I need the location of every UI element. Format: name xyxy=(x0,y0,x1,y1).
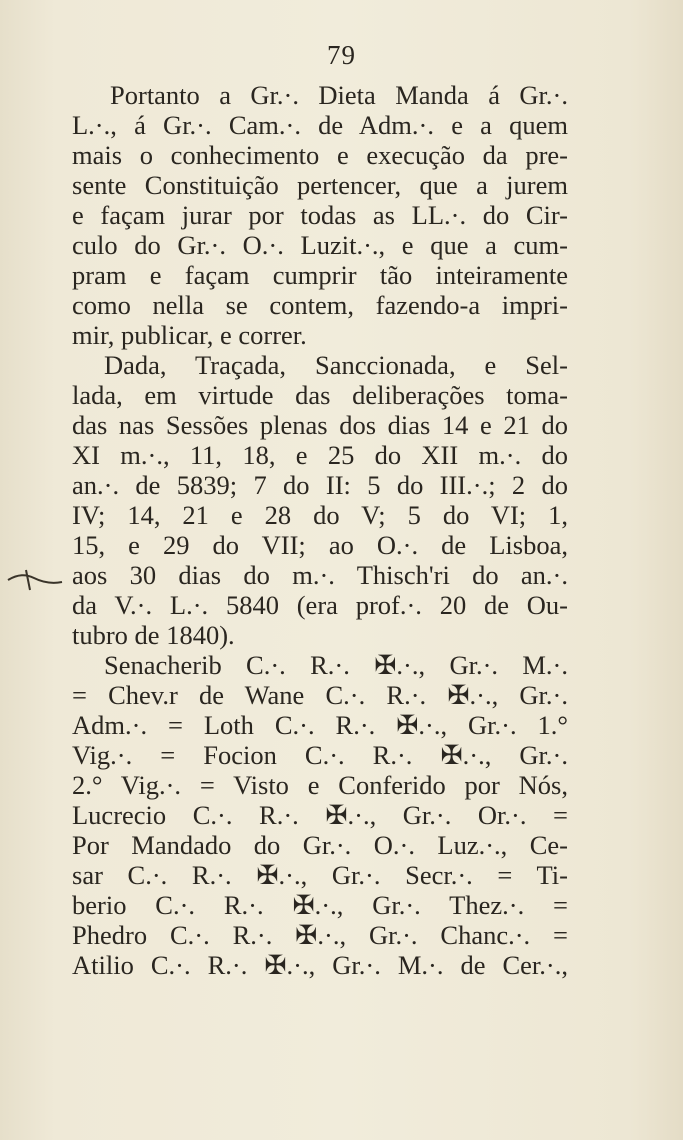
text-line-1: Portanto a Gr.·. Dieta Manda á Gr.·. xyxy=(110,80,568,110)
text-line-17: aos 30 dias do m.·. Thisch'ri do an.·. xyxy=(72,560,568,590)
text-line-8: como nella se contem, fazendo-a impri- xyxy=(72,290,568,320)
text-line-12: das nas Sessões plenas dos dias 14 e 21 do xyxy=(72,410,568,440)
text-line-10: Dada, Traçada, Sanccionada, e Sel- xyxy=(104,350,568,380)
text-line-30: Atilio C.·. R.·. ✠.·., Gr.·. M.·. de Cer.·., xyxy=(72,950,568,980)
text-line-19: tubro de 1840). xyxy=(72,620,235,650)
text-line-26: Por Mandado do Gr.·. O.·. Luz.·., Ce- xyxy=(72,830,568,860)
text-line-13: XI m.·., 11, 18, e 25 do XII m.·. do xyxy=(72,440,568,470)
text-line-18: da V.·. L.·. 5840 (era prof.·. 20 de Ou- xyxy=(72,590,568,620)
text-line-5: e façam jurar por todas as LL.·. do Cir- xyxy=(72,200,568,230)
text-line-6: culo do Gr.·. O.·. Luzit.·., e que a cum- xyxy=(72,230,568,260)
text-line-27: sar C.·. R.·. ✠.·., Gr.·. Secr.·. = Ti- xyxy=(72,860,568,890)
text-line-11: lada, em virtude das deliberações toma- xyxy=(72,380,568,410)
text-line-24: 2.° Vig.·. = Visto e Conferido por Nós, xyxy=(72,770,568,800)
margin-annotation-mark xyxy=(4,566,64,592)
text-line-23: Vig.·. = Focion C.·. R.·. ✠.·., Gr.·. xyxy=(72,740,568,770)
text-line-22: Adm.·. = Loth C.·. R.·. ✠.·., Gr.·. 1.° xyxy=(72,710,568,740)
page-number: 79 xyxy=(327,40,356,70)
text-line-29: Phedro C.·. R.·. ✠.·., Gr.·. Chanc.·. = xyxy=(72,920,568,950)
text-line-2: L.·., á Gr.·. Cam.·. de Adm.·. e a quem xyxy=(72,110,568,140)
text-line-25: Lucrecio C.·. R.·. ✠.·., Gr.·. Or.·. = xyxy=(72,800,568,830)
text-line-21: = Chev.r de Wane C.·. R.·. ✠.·., Gr.·. xyxy=(72,680,568,710)
text-line-15: IV; 14, 21 e 28 do V; 5 do VI; 1, xyxy=(72,500,568,530)
body-text xyxy=(72,80,568,980)
text-line-28: berio C.·. R.·. ✠.·., Gr.·. Thez.·. = xyxy=(72,890,568,920)
text-line-14: an.·. de 5839; 7 do II: 5 do III.·.; 2 do xyxy=(72,470,568,500)
text-line-7: pram e façam cumprir tão inteiramente xyxy=(72,260,568,290)
text-line-3: mais o conhecimento e execução da pre- xyxy=(72,140,568,170)
text-line-20: Senacherib C.·. R.·. ✠.·., Gr.·. M.·. xyxy=(104,650,568,680)
text-line-16: 15, e 29 do VII; ao O.·. de Lisboa, xyxy=(72,530,568,560)
text-line-9: mir, publicar, e correr. xyxy=(72,320,307,350)
text-line-4: sente Constituição pertencer, que a jurem xyxy=(72,170,568,200)
